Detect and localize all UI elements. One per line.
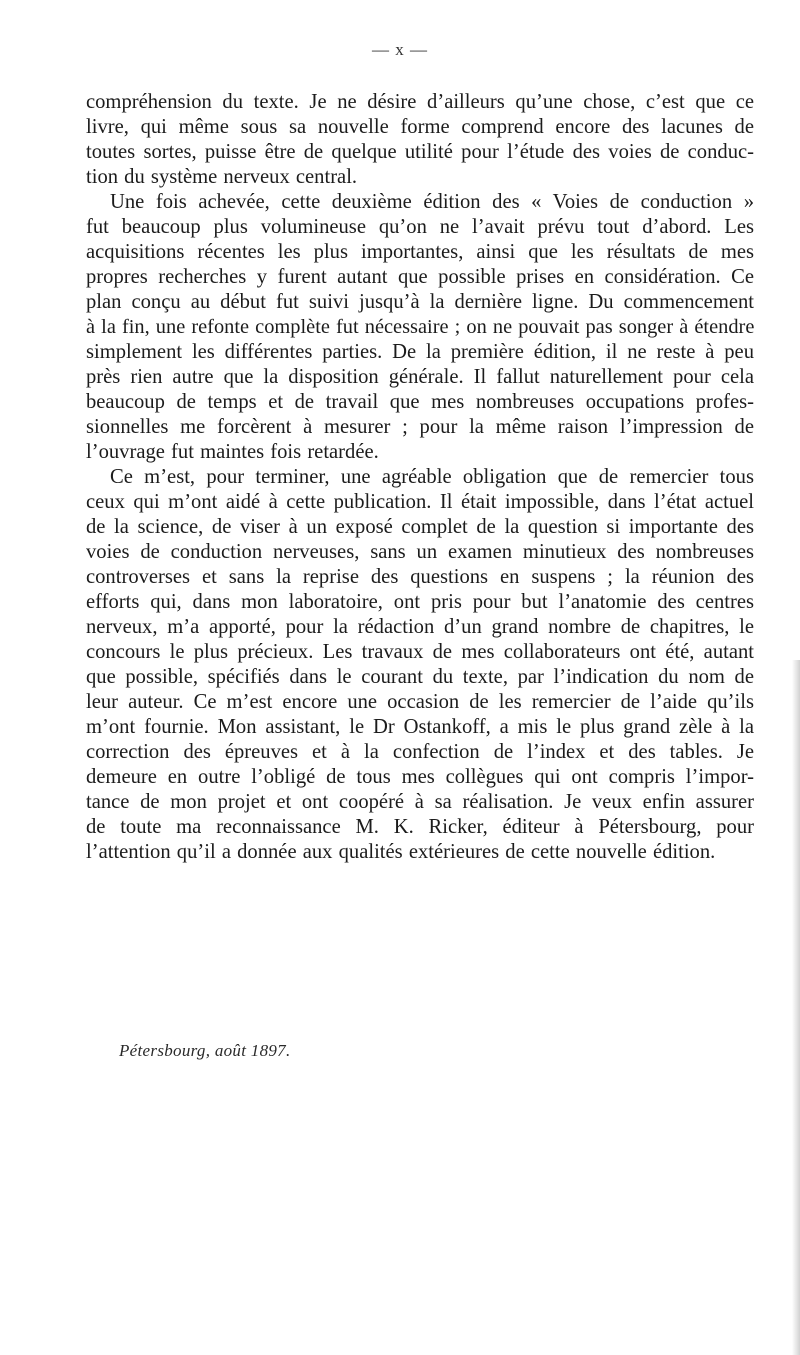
text-line: beaucoup de temps et de travail que mes nombreuses occupations profes- [86,391,754,413]
text-line: Une fois achevée, cette deuxième édition des « Voies de conduction » [110,191,754,213]
paragraph-3 [86,465,754,865]
text-line: simplement les différentes parties. De la première édition, il ne reste à peu [86,341,754,363]
text-line: compréhension du texte. Je ne désire d’ailleurs qu’une chose, c’est que ce [86,91,754,113]
text-line: ceux qui m’ont aidé à cette publication. Il était impossible, dans l’état actuel [86,491,754,513]
page-edge-shadow [792,660,800,1355]
text-line: toutes sortes, puisse être de quelque utilité pour l’étude des voies de conduc- [86,141,754,163]
text-line: livre, qui même sous sa nouvelle forme comprend encore des lacunes de [86,116,754,138]
page-header: — x — [372,40,428,59]
text-line: acquisitions récentes les plus importantes, ainsi que les résultats de mes [86,241,754,263]
text-line: de la science, de viser à un exposé complet de la question si importante des [86,516,754,538]
text-line: tance de mon projet et ont coopéré à sa réalisation. Je veux enfin assurer [86,791,754,813]
text-line: nerveux, m’a apporté, pour la rédaction d’un grand nombre de chapitres, le [86,616,754,638]
place-date-signature: Pétersbourg, août 1897. [119,1041,291,1060]
text-line: que possible, spécifiés dans le courant du texte, par l’indication du nom de [86,666,754,688]
text-line: près rien autre que la disposition générale. Il fallut naturellement pour cela [86,366,754,388]
text-line: sionnelles me forcèrent à mesurer ; pour la même raison l’impression de [86,416,754,438]
paragraph-1 [86,90,754,190]
paragraph-2 [86,190,754,465]
text-line: leur auteur. Ce m’est encore une occasion de les remercier de l’aide qu’ils [86,691,754,713]
text-line: tion du système nerveux central. [86,166,358,188]
text-line: concours le plus précieux. Les travaux de mes collaborateurs ont été, autant [86,641,754,663]
text-line: l’attention qu’il a donnée aux qualités extérieures de cette nouvelle édition. [86,841,716,863]
text-line: propres recherches y furent autant que possible prises en considération. Ce [86,266,754,288]
text-line: voies de conduction nerveuses, sans un examen minutieux des nombreuses [86,541,754,563]
text-line: correction des épreuves et à la confection de l’index et des tables. Je [86,741,754,763]
body-text [86,90,754,865]
text-line: demeure en outre l’obligé de tous mes collègues qui ont compris l’impor- [86,766,754,788]
text-line: controverses et sans la reprise des questions en suspens ; la réunion des [86,566,754,588]
text-line: à la fin, une refonte complète fut nécessaire ; on ne pouvait pas songer à étendre [86,316,755,338]
text-line: Ce m’est, pour terminer, une agréable obligation que de remercier tous [110,466,754,488]
text-line: m’ont fournie. Mon assistant, le Dr Ostankoff, a mis le plus grand zèle à la [86,716,754,738]
text-line: plan conçu au début fut suivi jusqu’à la dernière ligne. Du commencement [86,291,754,313]
text-line: efforts qui, dans mon laboratoire, ont pris pour but l’anatomie des centres [86,591,754,613]
text-line: de toute ma reconnaissance M. K. Ricker, éditeur à Pétersbourg, pour [86,816,754,838]
text-line: fut beaucoup plus volumineuse qu’on ne l’avait prévu tout d’abord. Les [86,216,754,238]
text-line: l’ouvrage fut maintes fois retardée. [86,441,379,463]
